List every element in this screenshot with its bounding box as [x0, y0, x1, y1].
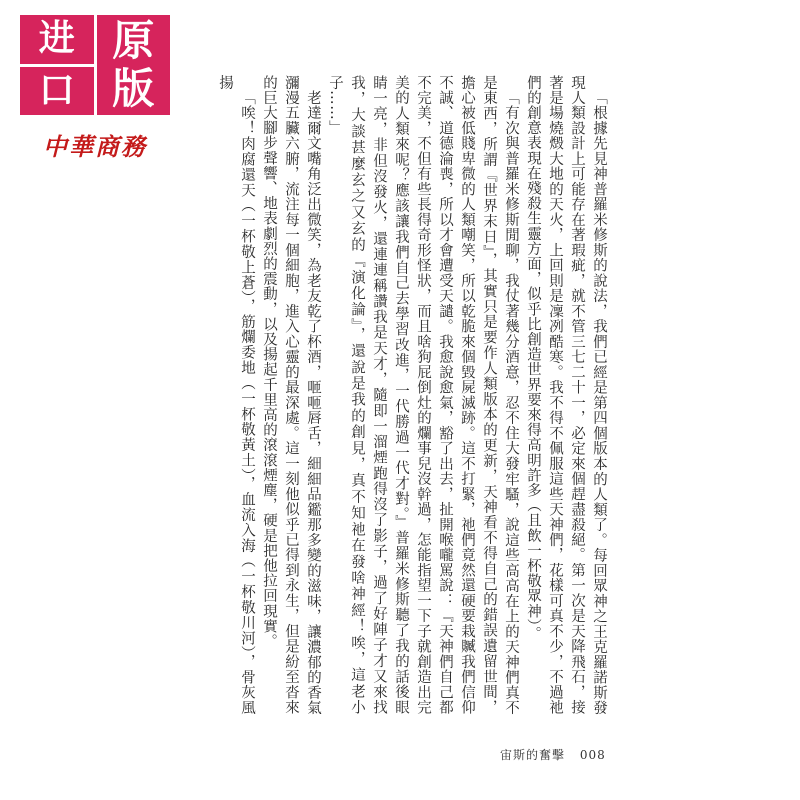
brand-logo: 中華商務 — [43, 132, 147, 161]
paragraph-4: 「唉！肉腐還天（一杯敬上蒼），筋爛委地（一杯敬黃土），血流入海（一杯敬川河），骨灰風揚 — [217, 75, 255, 715]
paragraph-2: 「有次與普羅米修斯閒聊，我仗著幾分酒意，忍不住大發牢騷，說這些高高在上的天神們真不是東西，所謂『世界末日』，其實只是要作人類版本的更新，天神看不得自己的錯誤遺留世間，擔心被低賤卑微的人類嘲笑，所以乾脆來個毀屍滅跡。這不打緊，祂們竟然還硬要栽贓我們信仰不誠、道德淪喪，所以才會遭受天譴。我愈說愈氣，豁了出去，扯開喉嚨罵說：『天神們自己都不完美，不但有些長得奇形怪狀，而且啥狗屁倒灶的爛事兒沒幹過，怎能指望一下子就創造出完美的人類來呢？應該讓我們自己去學習改進，一代勝過一代才對。』普羅米修斯聽了我的話後眼睛一亮，非但沒發火，還連連稱讚我是天才，隨即一溜煙跑得沒了影子，過了好陣子才又來找我，大談甚麼玄之又玄的『演化論』，還說是我的創見，真不知祂在發啥神經！唉，這老小子……」 — [327, 75, 519, 715]
paragraph-3: 老達爾文嘴角泛出微笑，為老友乾了杯酒，咂咂唇舌，細細品鑑那多變的滋味，讓濃郁的香氣瀰漫五臟六腑，流注每一個細胞，進入心靈的最深處。這一刻他似乎已得到永生，但是紛至沓來的巨大腳步聲響、地表劇烈的震動，以及揚起千里高的滾滾煙塵，硬是把他拉回現實。 — [261, 75, 321, 715]
badge-grid — [20, 15, 170, 115]
page-number: 008 — [579, 748, 606, 762]
badge-char-yuanban — [97, 15, 171, 115]
paragraph-1: 「根據先見神普羅米修斯的說法，我們已經是第四個版本的人類了。每回眾神之王克羅諾斯發現人類設計上可能存在著瑕疵，就不管三七二十一，必定來個趕盡殺絕。第一次是天降飛石，接著是場燒燬大地的天火，上回則是凜冽酷寒。我不得不佩服這些天神們，花樣可真不少，不過祂們的創意表現在殘殺生靈方面，似乎比創造世界要來得高明許多（且飲一杯敬眾神）。 — [525, 75, 607, 715]
book-title: 宙斯的奮擊 — [500, 748, 566, 762]
badge-char-jin: 进 — [20, 15, 94, 64]
badge-char-kou: 口 — [20, 67, 94, 116]
badge-char-ban: 版 — [112, 64, 155, 113]
vertical-text-body — [210, 75, 610, 715]
publisher-badge — [20, 15, 170, 175]
page-footer — [500, 746, 616, 763]
badge-char-yuan: 原 — [112, 16, 155, 65]
